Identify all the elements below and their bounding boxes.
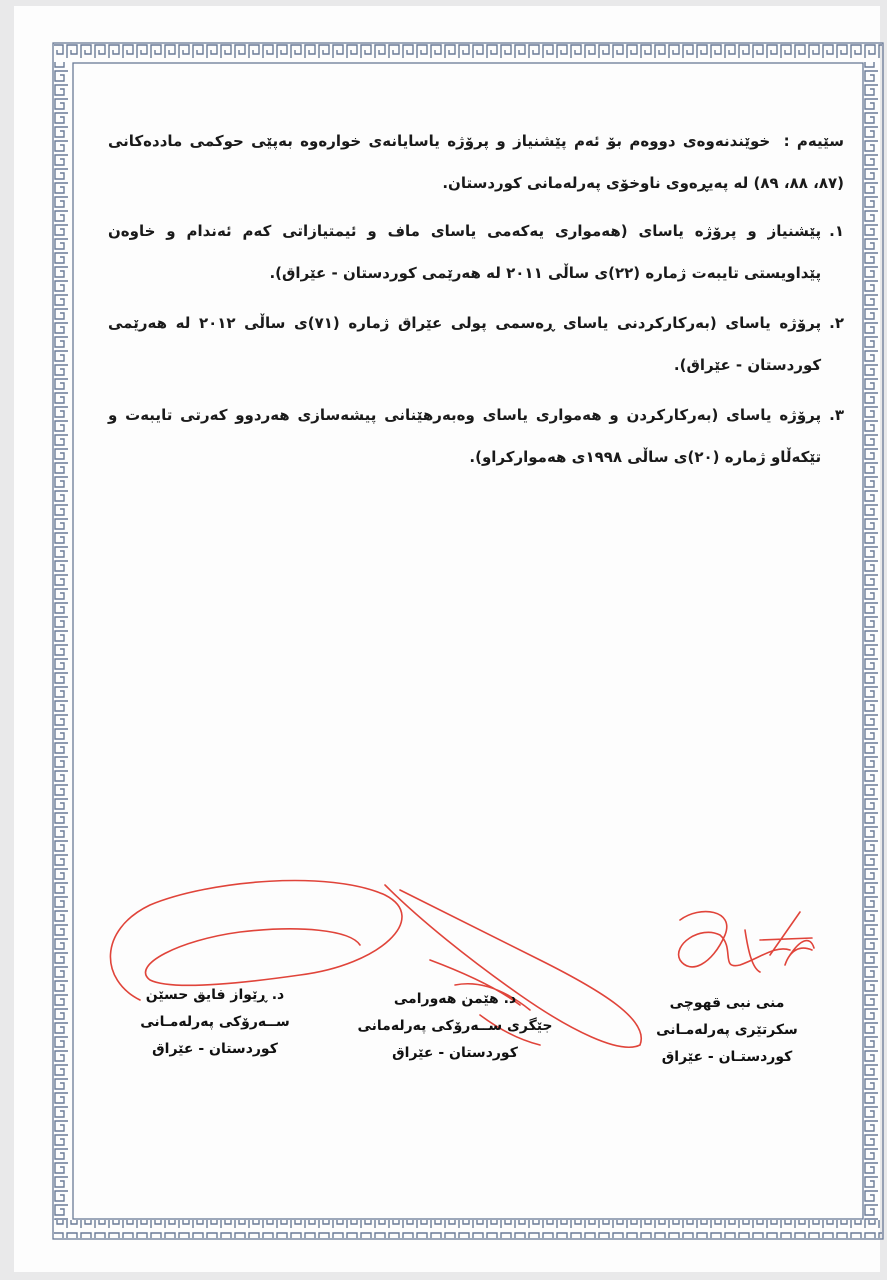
signatory-region: کوردستان - عێراق [152, 1041, 278, 1057]
section-heading: سێیەم : [783, 132, 844, 150]
signatory-region: کوردستان - عێراق [392, 1045, 518, 1061]
signatory-middle [340, 986, 570, 1067]
document-body [108, 120, 844, 486]
item-text: پرۆژە یاسای (بەرکارکردنی یاسای ڕەسمی پولی عێراق ژمارە (٧١)ی ساڵی ٢٠١٢ لە هەرێمی کوردستان - عێراق). [108, 314, 822, 374]
item-number: ٣. [829, 406, 844, 424]
signatory-name: منى نبى قهوچى [669, 995, 785, 1011]
item-number: ٢. [829, 314, 844, 332]
signatory-title: سکرتێری پەرلەمـانی [656, 1022, 798, 1038]
item-text: پرۆژە یاسای (بەرکارکردن و هەمواری یاسای وەبەرهێنانی پیشەسازی هەردوو کەرتی تایبەت و تێکەڵاو ژمارە (٢٠)ی ساڵی ١٩٩٨ی هەموارکراو). [108, 406, 822, 466]
intro-text: خوێندنەوەی دووەم بۆ ئەم پێشنیاز و پرۆژە یاسایانەی خوارەوە بەپێی حوکمی ماددەکانی (٨٧، ٨٨، ٨٩) لە پەیڕەوی ناوخۆی پەرلەمانی کوردستان. [108, 132, 844, 192]
list-item [108, 210, 844, 294]
signatory-name: د. هێمن هەورامی [393, 991, 517, 1007]
signatory-right [612, 990, 842, 1071]
signatory-title: جێگری ســەرۆکی پەرلەمانی [357, 1018, 553, 1034]
signatory-left [100, 982, 330, 1063]
item-text: پێشنیاز و پرۆژە یاسای (هەمواری یەکەمی یاسای ماف و ئیمتیازاتی کەم ئەندام و خاوەن پێداویستی تایبەت ژمارە (٢٢)ی ساڵی ٢٠١١ لە هەرێمی کوردستان - عێراق). [108, 222, 822, 282]
signatory-title: ســەرۆکی پەرلەمـانی [140, 1014, 290, 1030]
intro-paragraph [108, 120, 844, 204]
list-item [108, 302, 844, 386]
item-number: ١. [829, 222, 844, 240]
signatory-region: کوردستـان - عێراق [661, 1049, 793, 1065]
signatory-name: د. ڕێواز فایق حسێن [145, 987, 285, 1003]
list-item [108, 394, 844, 478]
